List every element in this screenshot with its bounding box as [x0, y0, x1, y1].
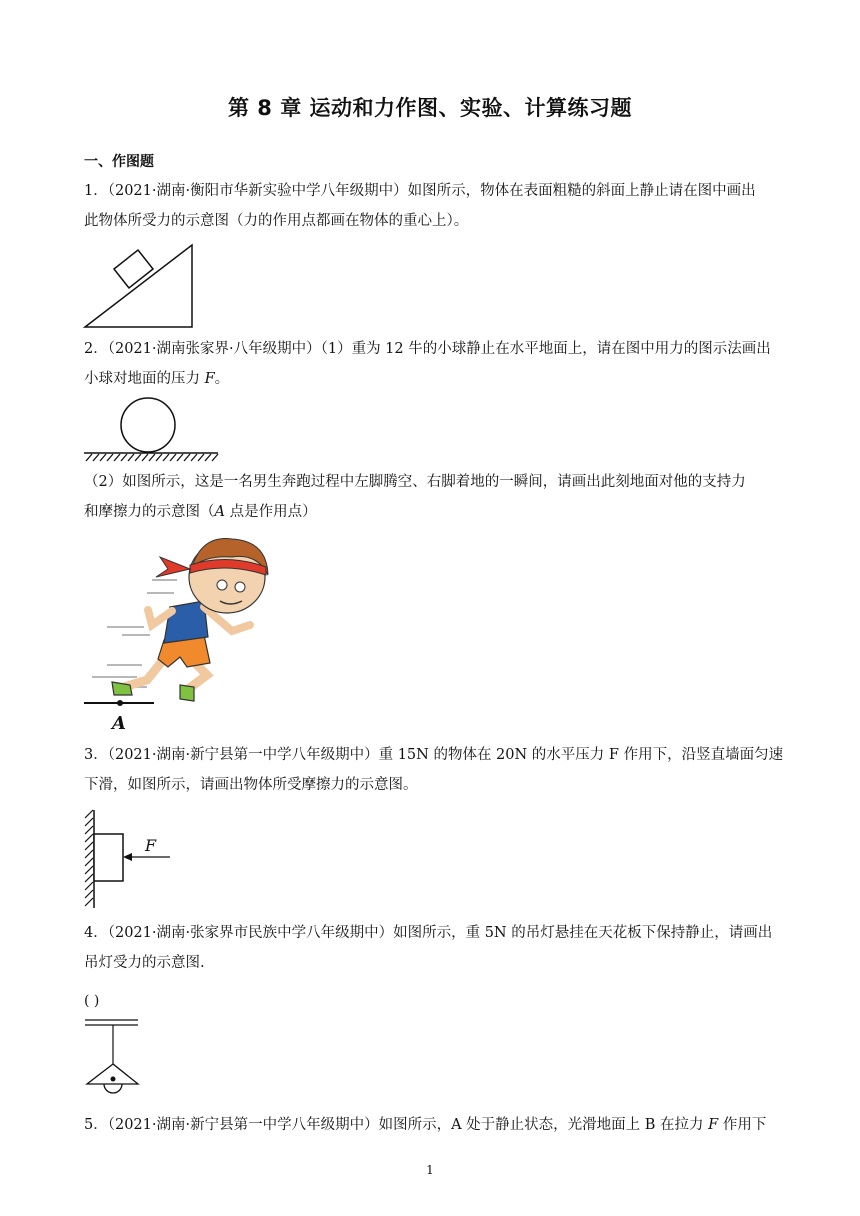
lamp-bulb: [104, 1084, 122, 1093]
q3-line2: 下滑，如图所示，请画出物体所受摩擦力的示意图。: [84, 777, 418, 793]
q2-line1: 2．（2021·湖南张家界·八年级期中）（1）重为 12 牛的小球静止在水平地面上，请在图中用力的图示法画出: [84, 341, 771, 357]
q2-part2-line2: 和摩擦力的示意图（A 点是作用点）: [84, 504, 317, 520]
section-heading: 一、作图题: [84, 154, 154, 170]
question-3-text: [84, 740, 784, 800]
q2-part2-line1: （2）如图所示，这是一名男生奔跑过程中左脚腾空、右脚着地的一瞬间，请画出此刻地面对他的支持力: [84, 474, 746, 490]
q3-line1: 3．（2021·湖南·新宁县第一中学八年级期中）重 15N 的物体在 20N 的水平压力 F 作用下，沿竖直墙面匀速: [84, 747, 784, 763]
point-a-label: A: [112, 713, 126, 734]
ball-circle: [121, 398, 175, 452]
q4-line2: 吊灯受力的示意图.: [84, 955, 205, 971]
q2-line2: 小球对地面的压力 F。: [84, 371, 230, 387]
q4-line1: 4．（2021·湖南·张家界市民族中学八年级期中）如图所示，重 5N 的吊灯悬挂在天花板下保持静止，请画出: [84, 925, 773, 941]
speed-lines: [92, 580, 177, 687]
q5-line1: 5．（2021·湖南·新宁县第一中学八年级期中）如图所示，A 处于静止状态，光滑地面上 B 在拉力 F 作用下: [84, 1117, 767, 1133]
wall-hatch: [85, 810, 93, 906]
runner-headband-tail: [156, 557, 190, 577]
question-2-part2-text: [84, 467, 784, 527]
q1-line1: 1．（2021·湖南·衡阳市华新实验中学八年级期中）如图所示，物体在表面粗糙的斜面上静止请在图中画出: [84, 183, 756, 199]
q1-line2: 此物体所受力的示意图（力的作用点都画在物体的重心上）。: [84, 213, 469, 229]
block-on-wall: [94, 834, 123, 881]
ball-on-ground-figure: [82, 397, 222, 463]
q4-answer-blank: ( ): [84, 993, 100, 1009]
question-4-text: [84, 918, 784, 978]
point-a-dot: [117, 700, 123, 706]
question-1-text: [84, 176, 784, 236]
wall-block-figure: [82, 808, 182, 912]
runner-eye-right: [235, 582, 245, 592]
page-title: 第 8 章 运动和力作图、实验、计算练习题: [227, 96, 633, 120]
page-number: 1: [426, 1163, 434, 1177]
ground-hatch: [86, 454, 218, 461]
hanging-lamp-figure: [82, 1018, 142, 1102]
force-f-label: F: [145, 836, 157, 855]
runner-front-shoe: [180, 685, 194, 701]
question-2-text: [84, 334, 784, 394]
incline-figure: [82, 242, 196, 330]
question-5-text: [84, 1110, 784, 1140]
lamp-center-dot: [111, 1077, 116, 1082]
force-f-arrowhead: [123, 853, 132, 861]
runner-eye-left: [217, 580, 227, 590]
block-on-incline: [114, 250, 153, 288]
runner-figure: [82, 535, 282, 735]
